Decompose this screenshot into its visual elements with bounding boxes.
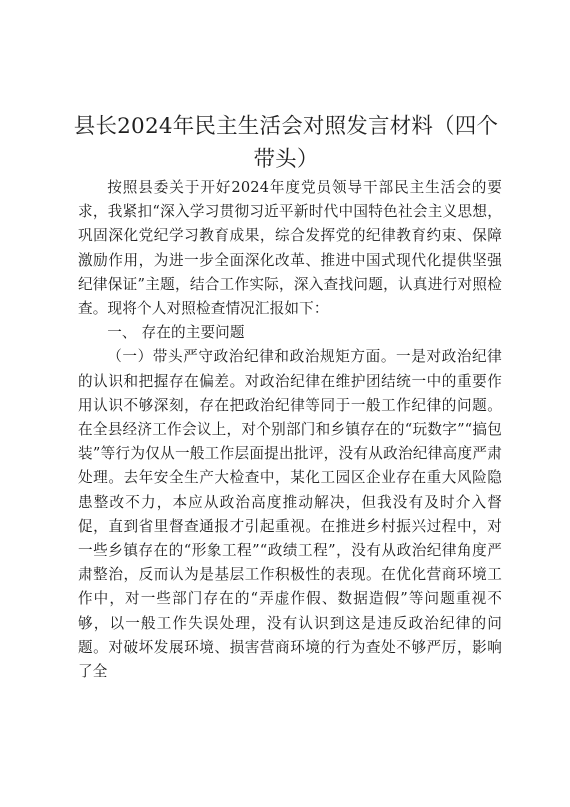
intro-paragraph: 按照县委关于开好2024年度党员领导干部民主生活会的要求，我紧扣“深入学习贯彻习近平新时代中国特色社会主义思想，巩固深化党纪学习教育成果，综合发挥党的纪律教育约束、保障激励作用，为进一步全面深化改革、推进中国式现代化提供坚强纪律保证”主题，结合工作实际，深入查找问题，认真进行对照检查。现将个人对照检查情况汇报如下：	[78, 179, 502, 318]
section-heading: 一、 存在的主要问题	[107, 324, 245, 342]
document-title: 县长2024年民主生活会对照发言材料（四个带头）	[73, 114, 499, 172]
document-body	[78, 176, 502, 684]
body-paragraph: （一）带头严守政治纪律和政治规矩方面。一是对政治纪律的认识和把握存在偏差。对政治纪律在维护团结统一中的重要作用认识不够深刻，存在把政治纪律等同于一般工作纪律的问题。在全县经济工作会议上，对个别部门和乡镇存在的“玩数字”“搞包装”等行为仅从一般工作层面提出批评，没有从政治纪律高度严肃处理。去年安全生产大检查中，某化工园区企业存在重大风险隐患整改不力，本应从政治高度推动解决，但我没有及时介入督促，直到省里督查通报才引起重视。在推进乡村振兴过程中，对一些乡镇存在的“形象工程”“政绩工程”，没有从政治纪律角度严肃整治，反而认为是基层工作积极性的表现。在优化营商环境工作中，对一些部门存在的“弄虚作假、数据造假”等问题重视不够，以一般工作失误处理，没有认识到这是违反政治纪律的问题。对破坏发展环境、损害营商环境的行为查处不够严厉，影响了全	[78, 348, 502, 681]
